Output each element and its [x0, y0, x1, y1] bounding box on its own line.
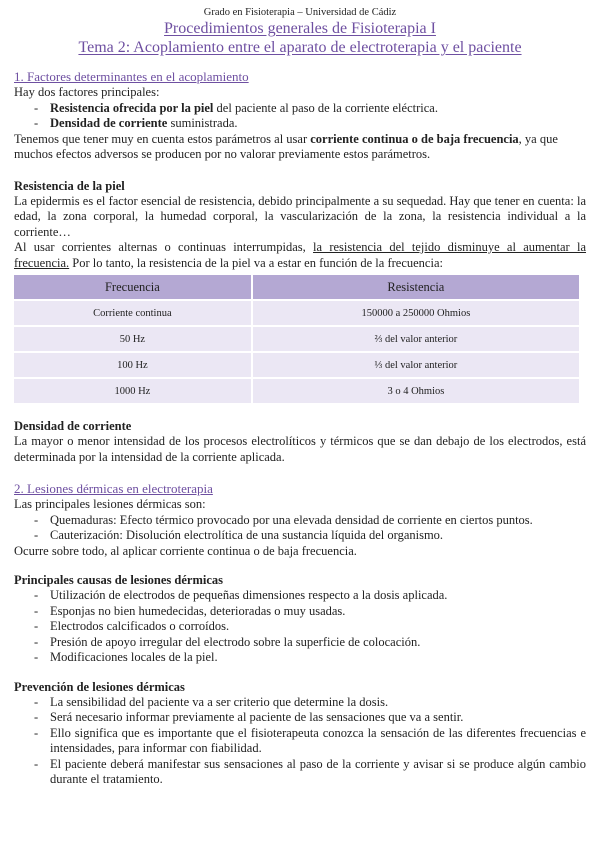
list-item: - Modificaciones locales de la piel. [34, 650, 586, 666]
list-item: - Electrodos calcificados o corroídos. [34, 619, 586, 635]
table-cell: 100 Hz [14, 353, 251, 377]
frequency-paragraph [14, 240, 586, 271]
section1-note [14, 132, 586, 163]
section2-intro: Las principales lesiones dérmicas son: [14, 497, 206, 511]
factor-bold: Resistencia ofrecida por la piel [50, 100, 214, 115]
list-item: - Cauterización: Disolución electrolítica de una sustancia líquida del organismo. [34, 528, 586, 544]
prevention-heading: Prevención de lesiones dérmicas [14, 679, 185, 694]
course-line: Grado en Fisioterapia – Universidad de Cádiz [203, 7, 397, 18]
column-header-frequency: Frecuencia [14, 275, 251, 299]
causes-heading: Principales causas de lesiones dérmicas [14, 573, 224, 587]
list-item: - Quemaduras: Efecto térmico provocado por una elevada densidad de corriente en ciertos puntos. [34, 513, 586, 529]
current-density-paragraph: La mayor o menor intensidad de los procesos electrolíticos y térmicos que se dan debajo de los electrodos, está determinada por la intensidad de la corriente aplicada. [14, 434, 586, 464]
table-cell: 150000 a 250000 Ohmios [253, 301, 579, 325]
list-item: - Será necesario informar previamente al paciente de las sensaciones que va a sentir. [34, 710, 586, 726]
table-cell: 50 Hz [14, 327, 251, 351]
table-header-row [14, 275, 579, 299]
factor-text: suministrada. [167, 116, 238, 130]
frequency-text: Al usar corrientes alternas o continuas interrumpidas, [14, 240, 314, 254]
causes-list [14, 588, 586, 666]
table-cell: ⅓ del valor anterior [253, 353, 579, 377]
skin-resistance-heading: Resistencia de la piel [14, 178, 125, 193]
resistance-table [12, 273, 581, 405]
note-bold: corriente continua o de baja frecuencia [310, 131, 519, 146]
current-density-heading: Densidad de corriente [14, 419, 132, 433]
table-cell: 1000 Hz [14, 379, 251, 403]
list-item: - Ello significa que es importante que el fisioterapeuta conozca la sensación de las diferentes frecuencias e intensidades, para informar con fiabilidad. [34, 726, 586, 757]
document-title: Procedimientos generales de Fisioterapia I [164, 20, 436, 37]
document-subtitle: Tema 2: Acoplamiento entre el aparato de electroterapia y el paciente [78, 39, 522, 56]
skin-resistance-paragraph: La epidermis es el factor esencial de resistencia, debido principalmente a su sequedad. Hay que tener en cuenta: la edad, la zona corporal, la humedad corporal, la vascularización de la zona, la resistencia individual a la corriente… [14, 193, 586, 239]
factor-bold: Densidad de corriente [50, 116, 168, 130]
list-item: - Utilización de electrodos de pequeñas dimensiones respecto a la dosis aplicada. [34, 588, 586, 604]
table-cell: 3 o 4 Ohmios [253, 379, 579, 403]
table-cell: ⅔ del valor anterior [253, 327, 579, 351]
table-cell: Corriente continua [14, 301, 251, 325]
frequency-underlined: la resistencia del tejido disminuye al aumentar la frecuencia. [14, 240, 587, 270]
table-row [14, 379, 579, 403]
note-text: Tenemos que tener muy en cuenta estos parámetros al usar [14, 131, 311, 146]
list-item: - La sensibilidad del paciente va a ser criterio que determine la dosis. [34, 695, 586, 711]
column-header-resistance: Resistencia [253, 275, 579, 299]
section2-heading: 2. Lesiones dérmicas en electroterapia [14, 481, 213, 496]
table-row [14, 301, 579, 325]
list-item: - Esponjas no bien humedecidas, deterioradas o muy usadas. [34, 604, 586, 620]
note-text-end: , ya que muchos efectos adversos se producen por no valorar previamente estos parámetros. [14, 131, 558, 161]
factor-text: del paciente al paso de la corriente eléctrica. [213, 100, 438, 115]
table-row [14, 327, 579, 351]
lesions-list [14, 513, 586, 544]
list-item: - Presión de apoyo irregular del electrodo sobre la superficie de colocación. [34, 635, 586, 651]
list-item: - El paciente deberá manifestar sus sensaciones al paso de la corriente y avisar si se produce algún cambio durante el tratamiento. [34, 757, 586, 788]
prevention-list [14, 695, 586, 788]
section1-heading: 1. Factores determinantes en el acoplamiento [14, 69, 249, 84]
factors-list [14, 101, 586, 132]
section1-intro: Hay dos factores principales: [14, 85, 160, 99]
frequency-text-end: Por lo tanto, la resistencia de la piel va a estar en función de la frecuencia: [69, 255, 443, 270]
table-row [14, 353, 579, 377]
list-item [34, 101, 586, 117]
section2-note: Ocurre sobre todo, al aplicar corriente continua o de baja frecuencia. [14, 543, 357, 558]
list-item [34, 116, 586, 132]
